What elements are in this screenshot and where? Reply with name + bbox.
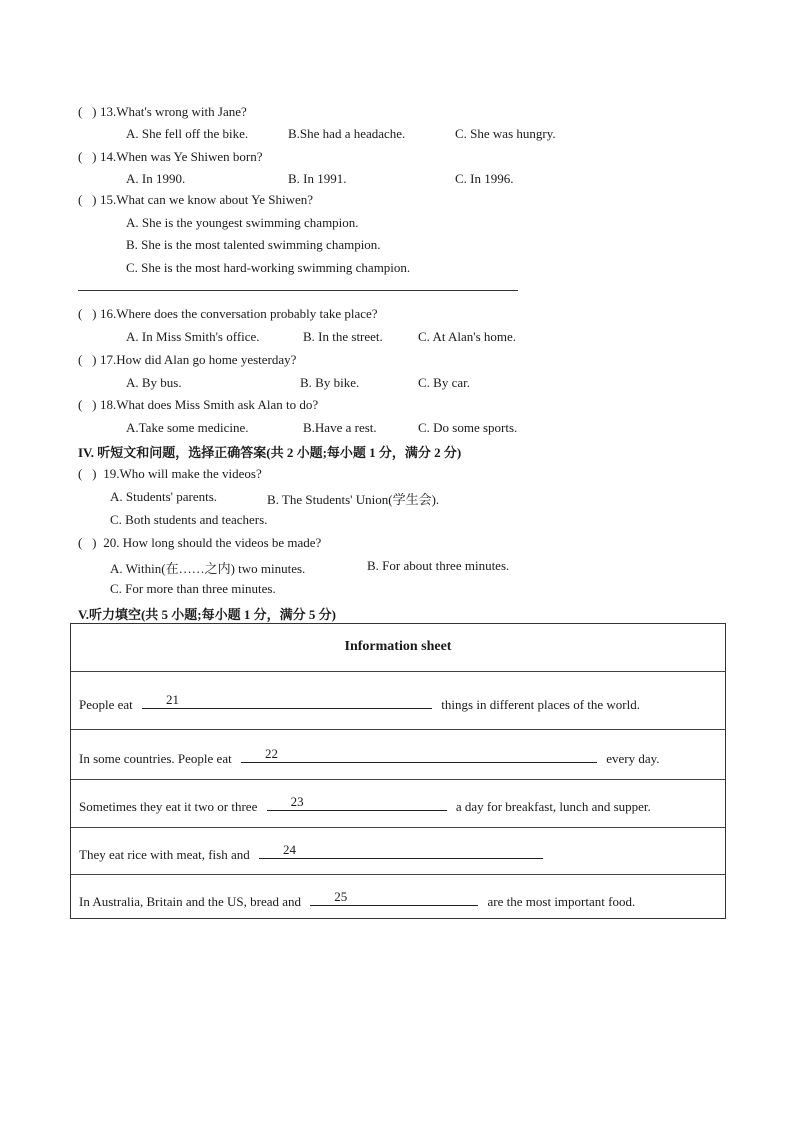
question-stem: 13.What's wrong with Jane? [100, 104, 247, 119]
option-b: B.She had a headache. [288, 126, 406, 141]
row-text-before: In some countries. People eat [79, 751, 232, 766]
option-c: C. She is the most hard-working swimming champion. [126, 260, 411, 275]
option-b: B. In 1991. [288, 171, 347, 186]
question-18 [78, 397, 318, 413]
option-b: B. In the street. [303, 329, 383, 344]
blank-number: 24 [283, 842, 296, 857]
question-17 [78, 352, 296, 368]
blank-number: 22 [264, 746, 278, 761]
option-c: C. Do some sports. [418, 420, 518, 435]
option-a: A. Within(在……之内) two minutes. [110, 561, 306, 576]
question-stem: 17.How did Alan go home yesterday? [100, 352, 297, 367]
answer-paren[interactable]: ( ) [78, 192, 97, 207]
row-text-before: People eat [79, 697, 133, 712]
question-stem: 14.When was Ye Shiwen born? [100, 149, 263, 164]
section-4-heading: IV. 听短文和问题，选择正确答案(共 2 小题;每小题 1 分，满分 2 分) [78, 445, 462, 460]
question-15 [78, 192, 313, 208]
blank-22[interactable] [241, 748, 597, 763]
question-stem: 19.Who will make the videos? [103, 466, 262, 481]
table-row [71, 671, 725, 729]
row-text-before: Sometimes they eat it two or three [79, 799, 258, 814]
row-text-after: are the most important food. [487, 894, 636, 909]
question-14 [78, 149, 262, 165]
answer-paren[interactable]: ( ) [78, 149, 97, 164]
answer-paren[interactable]: ( ) [78, 306, 97, 321]
question-20 [78, 535, 321, 551]
option-b: B. For about three minutes. [367, 558, 510, 573]
row-text-before: They eat rice with meat, fish and [79, 847, 250, 862]
option-a: A. Students' parents. [110, 489, 218, 504]
answer-paren[interactable]: ( ) [78, 466, 97, 481]
row-text-before: In Australia, Britain and the US, bread and [79, 894, 302, 909]
option-b: B. By bike. [300, 375, 360, 390]
blank-23[interactable] [267, 796, 447, 811]
question-13 [78, 104, 247, 120]
question-19 [78, 466, 262, 482]
option-a: A. By bus. [126, 375, 182, 390]
option-b: B.Have a rest. [303, 420, 377, 435]
question-stem: 18.What does Miss Smith ask Alan to do? [100, 397, 319, 412]
option-c: C. She was hungry. [455, 126, 556, 141]
table-row [71, 874, 725, 920]
table-row [71, 779, 725, 827]
answer-paren[interactable]: ( ) [78, 535, 97, 550]
table-title: Information sheet [344, 639, 452, 654]
blank-number: 25 [334, 889, 348, 904]
question-stem: 16.Where does the conversation probably take place? [100, 306, 378, 321]
section-5-heading: V.听力填空(共 5 小题;每小题 1 分，满分 5 分) [78, 607, 336, 622]
answer-paren[interactable]: ( ) [78, 352, 97, 367]
option-b: B. She is the most talented swimming champion. [126, 237, 381, 252]
blank-24[interactable] [259, 844, 543, 859]
option-c: C. By car. [418, 375, 470, 390]
option-c: C. In 1996. [455, 171, 514, 186]
row-text-after: things in different places of the world. [441, 697, 640, 712]
option-a: A. In 1990. [126, 171, 186, 186]
table-row [71, 729, 725, 779]
blank-number: 21 [166, 692, 180, 707]
blank-25[interactable] [310, 891, 478, 906]
question-stem: 20. How long should the videos be made? [103, 535, 322, 550]
row-text-after: a day for breakfast, lunch and supper. [455, 799, 651, 814]
option-c: C. At Alan's home. [418, 329, 517, 344]
question-16 [78, 306, 378, 322]
question-stem: 15.What can we know about Ye Shiwen? [100, 192, 314, 207]
blank-21[interactable] [142, 694, 432, 709]
blank-number: 23 [290, 794, 304, 809]
option-a: A. In Miss Smith's office. [126, 329, 260, 344]
option-a: A. She fell off the bike. [126, 126, 249, 141]
answer-paren[interactable]: ( ) [78, 104, 97, 119]
option-b: B. The Students' Union(学生会). [267, 492, 440, 507]
table-row [71, 827, 725, 874]
option-a: A.Take some medicine. [126, 420, 249, 435]
option-a: A. She is the youngest swimming champion. [126, 215, 359, 230]
information-sheet-table [70, 623, 726, 919]
row-text-after: every day. [606, 751, 660, 766]
option-c: C. For more than three minutes. [110, 581, 276, 596]
divider-line [78, 290, 518, 291]
option-c: C. Both students and teachers. [110, 512, 268, 527]
answer-paren[interactable]: ( ) [78, 397, 97, 412]
